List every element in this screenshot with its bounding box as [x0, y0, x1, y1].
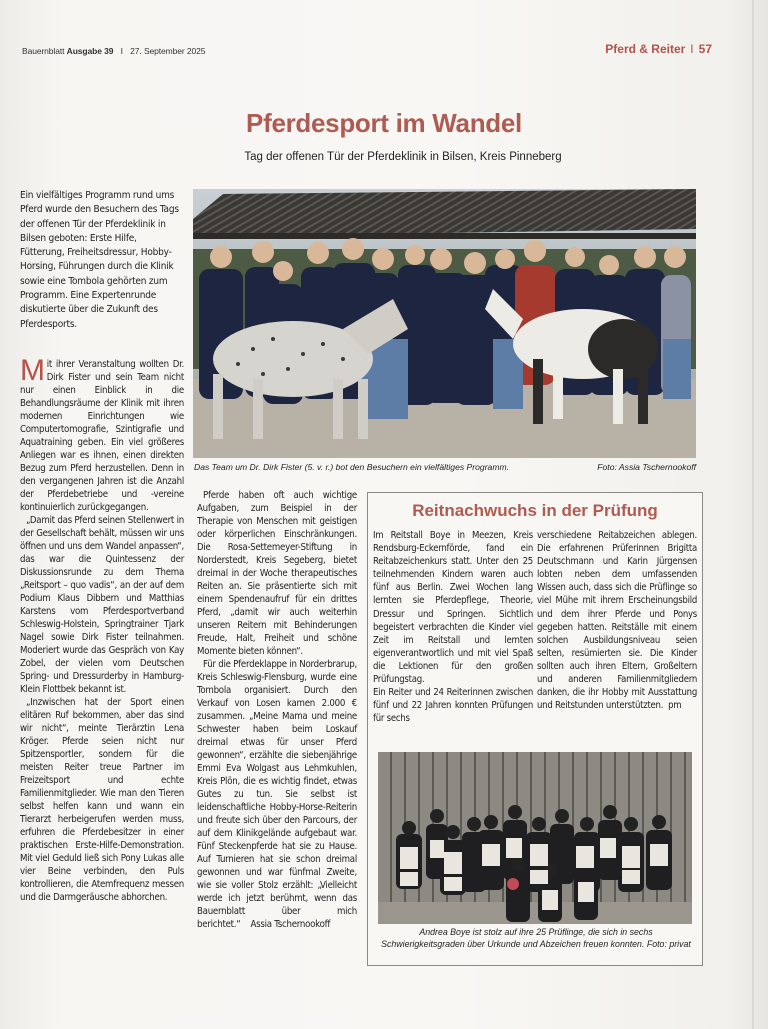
page-header-left	[22, 46, 205, 56]
header-separator: I	[690, 42, 694, 56]
article-teaser: Ein vielfältiges Programm rund ums Pferd wurde den Besuchern des Tags der offenen Tür der Pferdeklinik in Bilsen geboten: Erste Hilfe, Fütterung, Freiheitsdressur, Hobby-Horsing, Führungen durch die Klinik sowie eine Tombola gehörten zum Programm. Eine Expertenrunde diskutierte über die Zukunft des Pferdesports.	[20, 190, 179, 330]
article-column-1	[20, 354, 184, 904]
header-separator: I	[120, 46, 123, 56]
publication-name: Bauernblatt	[22, 46, 65, 56]
issue-date: 27. September 2025	[130, 46, 206, 56]
article-column-2	[197, 489, 357, 931]
article-author: Assia Tschernookoff	[250, 919, 331, 930]
sidebar-box-title: Reitnachwuchs in der Prüfung	[412, 501, 658, 520]
sidebar-column-1	[373, 529, 533, 725]
sidebar-column-2	[537, 529, 697, 712]
sidebar-author: pm	[668, 700, 682, 712]
photo-caption-text: Das Team um Dr. Dirk Fister (5. v. r.) bot den Besuchern ein vielfältiges Programm.	[194, 462, 510, 472]
section-name: Pferd & Reiter	[605, 42, 686, 56]
riders-photo	[378, 752, 692, 924]
team-photo-image	[193, 189, 696, 458]
riders-photo-image	[378, 752, 692, 924]
sidebar-paragraph: verschiedene Reitabzeichen ablegen. Die erfahrenen Prüferinnen Brigitta Deutschmann und Karin Jürgensen lobten neben dem umfassenden Wissen auch, dass sich die Prüflinge so viel Mühe mit ihrem Erscheinungsbild und dem ihrer Pferde und Ponys gegeben hatten. Reitställe mit einem solchen Ausbildungsniveau seien selten, resümierten sie. Die Kinder sollten auch ihren Eltern, Großeltern und anderen Familienmitgliedern danken, die ihr Hobby mit Ausstattung und Reitstunden unterstützten. pm	[537, 530, 697, 712]
article-paragraph: „Damit das Pferd seinen Stellenwert in der Gesellschaft behält, müssen wir uns öffnen und uns dem Wandel anpassen“, das war die Quintessenz der Diskussionsrunde zu dem Thema „Reitsport – quo vadis“, an der auf dem Podium Klaus Dibbern und Matthias Karstens vom Pferdesportverband Schleswig-Holstein, Springtrainer Tjark Nagel sowie Dirk Fister teilnahmen. Moderiert wurde das Gespräch von Kay Zobel, der vielen vom Deutschen Spring- und Dressurderby in Hamburg- Klein Flottbek bekannt ist.	[20, 515, 184, 695]
article-paragraph: Mit ihrer Veranstaltung wollten Dr. Dirk Fister und sein Team nicht nur einen Einblick in die Behandlungsräume der Klinik mit ihren modernen Einrichtungen wie Computertomografie, Szintigrafie und Aquatraining geben. Ein viel größeres Anliegen war es ihnen, einen direkten Bezug zum Pferd herzustellen. Denn in den vergangenen Jahren ist die Anzahl der Pferdebetriebe und -vereine kontinuierlich zurückgegangen.	[20, 354, 184, 513]
page-number: 57	[698, 42, 712, 56]
article-title: Pferdesport im Wandel	[246, 108, 522, 138]
sidebar-paragraph: Im Reitstall Boye in Meezen, Kreis Rendsburg-Eckernförde, fand ein Reitabzeichenkurs statt. Unter den 25 teilnehmenden Kindern waren auch fünf aus Berlin. Zwei Wochen lang lernten sie Pferdepflege, Theorie, Dressur und Springen. Sichtlich begeistert verbrachten die Kinder viel Zeit im Reitstall und lernten eigenverantwortlich und mit viel Spaß die Lektionen für den großen Prüfungstag.	[373, 530, 533, 686]
article-paragraph: „Inzwischen hat der Sport einen elitären Ruf bekommen, aber das sind wir nicht“, meinte Tierärztin Lena Kröger. Pferde seien nicht nur Spitzensportler, sondern für die meisten Reiter treue Partner im Freizeitsport und echte Familienmitglieder. Wie man den Tieren selbst helfen kann und wann ein Tierarzt herbeigerufen werden muss, erfuhren die Pferdebesitzer in einer praktischen Erste-Hilfe-Demonstration. Mit viel Geduld ließ sich Pony Lukas alle vier Beine verbinden, den Puls kontrollieren, die Atemfrequenz messen und die Darmgeräusche abhorchen.	[20, 697, 184, 903]
team-photo	[193, 189, 696, 458]
sidebar-paragraph: Ein Reiter und 24 Reiterinnen zwischen fünf und 22 Jahren konnten Prüfungen für sechs	[373, 687, 533, 725]
photo-credit: Foto: Assia Tschernookoff	[597, 462, 696, 472]
page-header-right	[605, 42, 712, 56]
sidebar-box	[367, 492, 703, 966]
article-subtitle: Tag der offenen Tür der Pferdeklinik in Bilsen, Kreis Pinneberg	[244, 151, 562, 163]
riders-photo-caption: Andrea Boye ist stolz auf ihre 25 Prüflinge, die sich in sechs Schwierigkeitsgraden über Urkunde und Abzeichen freuen konnten. Foto: privat	[381, 927, 691, 949]
team-photo-caption	[194, 462, 696, 472]
article-paragraph: Für die Pferdeklappe in Norderbrarup, Kreis Schleswig-Flensburg, wurde eine Tombola organisiert. Durch den Verkauf von Losen kamen 2.000 € zusammen. „Meine Mama und meine Schwester haben beim Loskauf dreimal etwas für unser Pferd gewonnen“, erzählte die siebenjährige Emmi Eva Wolgast aus Lehmkuhlen, Kreis Plön, die es wichtig findet, etwas Gutes zu tun. Sie selbst ist leidenschaftliche Hobby-Horse-Reiterin und freute sich über den Parcours, der auf dem Klinikgelände aufgebaut war. Fünf Steckenpferde hat sie zu Hause. Auf Turnieren hat sie schon dreimal gewonnen und war fünfmal Zweite, wie sie voller Stolz erzählt: „Vielleicht werde ich jetzt berühmt, wenn das Bauernblatt über mich berichtet.“ Assia Tschernookoff	[197, 659, 357, 930]
issue-label: Ausgabe 39	[66, 46, 114, 56]
article-paragraph: Pferde haben oft auch wichtige Aufgaben, zum Beispiel in der Therapie von Menschen mit geistigen oder körperlichen Einschränkungen. Die Rosa-Settemeyer-Stiftung in Norderstedt, Kreis Segeberg, bietet dreimal in der Woche therapeutisches Reiten an. Sie präsentierte sich mit einem Spendenaufruf für ein drittes Pferd, „damit wir auch weiterhin unseren Reitern mit Behinderungen Freude, Halt, Freiheit und schöne Momente bieten können“.	[197, 490, 357, 657]
drop-cap: M	[20, 354, 45, 387]
